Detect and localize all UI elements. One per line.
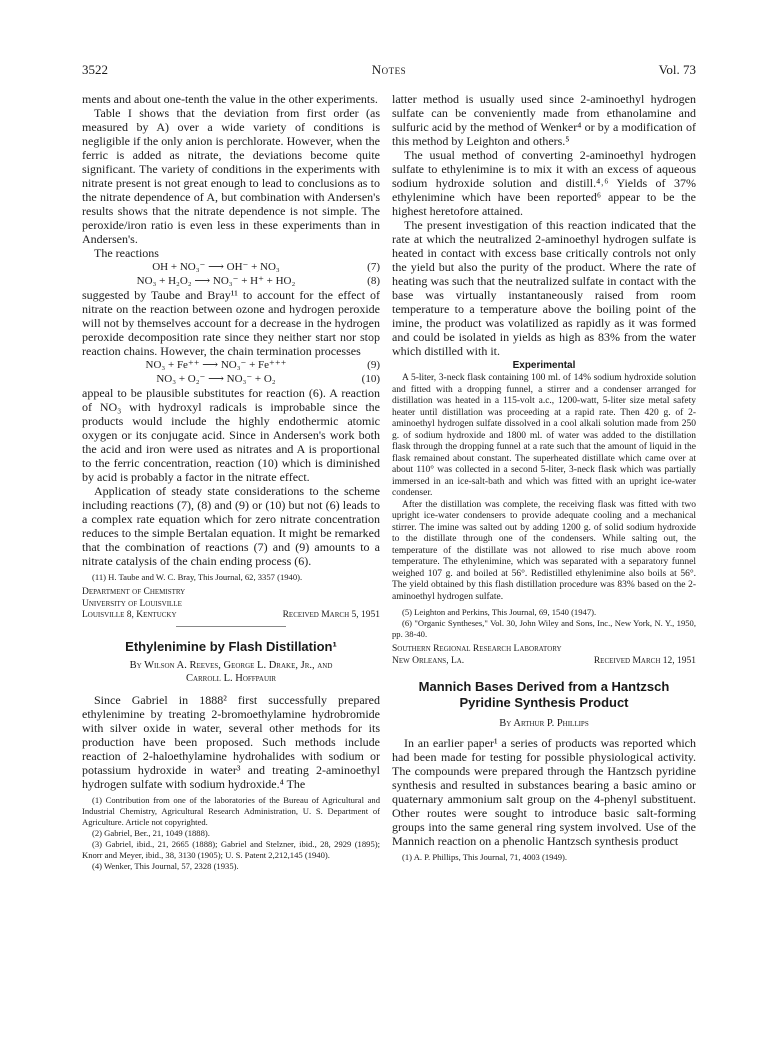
- right-column: [392, 92, 696, 863]
- experimental-text: After the distillation was complete, the receiving flask was fitted with two upright ice-water condensers to provide adequate cooling and a mechanical stirrer. The imine was salted out by adding 1200 g. of solid sodium hydroxide to the distillate through one of the condensers. While salting out, the temperature of the distillate was not allowed to rise much above room temperature. The ethylenimine, which was separated with a separatory funnel weighed 107 g. and boiled at 56°. Redistilled ethylenimine also boils at 56°. The yield obtained by this flash distillation procedure was 83% based on the 2-aminoethyl hydrogen sulfate.: [392, 499, 696, 602]
- affiliation: Department of Chemistry University of Louisville Louisville 8, Kentucky Received March 5, 1951: [82, 587, 380, 620]
- divider: [176, 626, 286, 627]
- authors: By Arthur P. Phillips: [499, 718, 589, 729]
- footnote: (6) "Organic Syntheses," Vol. 30, John Wiley and Sons, Inc., New York, N. Y., 1950, pp. 38-40.: [392, 618, 696, 639]
- running-header: [82, 62, 696, 82]
- page-number: 3522: [82, 62, 108, 77]
- footnote: (4) Wenker, This Journal, 57, 2328 (1935).: [92, 860, 239, 871]
- paragraph: The usual method of converting 2-aminoethyl hydrogen sulfate to ethylenimine is to mix it with an excess of aqueous sodium hydroxide solution and distill.⁴˒⁶ Yields of 37% ethylenimine which have been reported⁶ appear to be the highest heretofore attained.: [392, 148, 696, 218]
- paragraph: ments and about one-tenth the value in the other experiments.: [82, 92, 378, 106]
- paragraph: suggested by Taube and Bray¹¹ to account for the effect of nitrate on the reaction between ozone and hydrogen peroxide will not by themselves account for a decrease in the hydrogen peroxide decomposition rate since they neither start nor stop reaction chains. However, the chain termination processes: [82, 288, 380, 358]
- article-title: Ethylenimine by Flash Distillation¹: [125, 638, 337, 654]
- equation-10: NO₃ + O₂⁻ ⟶ NO₃⁻ + O₂ (10): [156, 373, 380, 385]
- received-date: Received March 5, 1951: [282, 610, 380, 620]
- article-title: Mannich Bases Derived from a Hantzsch Pyridine Synthesis Product: [418, 679, 670, 710]
- authors: Carroll L. Hoffpauir: [185, 672, 277, 684]
- footnote: (5) Leighton and Perkins, This Journal, 69, 1540 (1947).: [402, 607, 597, 617]
- paragraph: Since Gabriel in 1888² first successfully prepared ethylenimine by treating 2-bromoethylamine hydrobromide with silver oxide in water, several other methods for its production have been proposed. Such methods include reaction of 2-haloethylamine hydrohalides with sodium or potassium hydroxide in water³ and treating 2-aminoethyl hydrogen sulfate with sodium hydroxide.⁴ The: [82, 692, 380, 791]
- paragraph: In an earlier paper¹ a series of products was reported which had been made for testing for possible physiological activity. The compounds were prepared through the Hantzsch pyridine synthesis and resulted in substances bearing a basic amino or quaternary ammonium salt group on the 4-phenyl substituent. Other routes were sought to introduce basic salt-forming groups into the same general ring system involved. Use of the Mannich reaction on a phenolic Hantzsch synthesis product: [392, 736, 696, 848]
- paragraph: appeal to be plausible substitutes for reaction (6). A reaction of NO₃ with hydroxyl radicals is improbable since the products would include the highly endothermic atomic oxygen or its conjugate acid. Since in Andersen's work both the acid and iron were used as nitrates and A is proportional to the ferric concentration, reaction (10) which is diminished by acid is probably a factor in the nitrate effect.: [82, 386, 380, 484]
- paragraph: The present investigation of this reaction indicated that the rate at which the neutralized 2-aminoethyl hydrogen sulfate is heated in contact with excess base critically controls not only the yield but also the purity of the product. Where the rate of heating was such that the neutralized sulfate in contact with the base was virtually instantaneously raised from room temperature to a temperature above the boiling point of the imine, the product was volatilized as rapidly as it was formed and could be isolated in yields as high as 83% from the water which distilled with it.: [392, 218, 696, 358]
- experimental-text: A 5-liter, 3-neck flask containing 100 ml. of 14% sodium hydroxide solution and fitted with a dropping funnel, a stirrer and a condenser arranged for distillation was heated in a 115-volt a.c., 1200-watt, 5-liter size metal safety heater until distillation was proceeding at a rapid rate. Then 420 g. of 2-aminoethyl hydrogen sulfate dissolved in a cool alkali solution made from 250 g. of sodium hydroxide and 1800 ml. of water was added to the distillation flask through the dropping funnel at a rate such that the amount of liquid in the flask remained about constant. The superheated distillate which came over at about 110° was collected in a second 5-liter, 3-neck flask which was partially immersed in an ice-salt-bath and which was fitted with an upright ice-water condenser.: [392, 373, 696, 498]
- affiliation: Southern Regional Research Laboratory New Orleans, La. Received March 12, 1951: [392, 644, 696, 666]
- footnote: (11) H. Taube and W. C. Bray, This Journal, 62, 3357 (1940).: [92, 572, 303, 582]
- volume-number: Vol. 73: [658, 62, 696, 77]
- footnote: (2) Gabriel, Ber., 21, 1049 (1888).: [92, 827, 210, 838]
- paragraph: Application of steady state considerations to the scheme including reactions (7), (8) and (9) or (10) but not (6) leads to a complex rate equation which for zero nitrate concentration reduces to the simple Bertalan equation. It might be remarked that the combination of reactions (7) and (9) amounts to a nitrate catalysis of the chain ending process (6).: [82, 484, 380, 568]
- footnote: (1) Contribution from one of the laboratories of the Bureau of Agricultural and Industrial Chemistry, Agricultural Research Administration, U. S. Department of Agriculture. Article not copyrighted.: [82, 794, 380, 827]
- authors: By Wilson A. Reeves, George L. Drake, Jr., and: [129, 659, 333, 671]
- equation-9: NO₃ + Fe⁺⁺ ⟶ NO₃⁻ + Fe⁺⁺⁺ (9): [145, 359, 380, 371]
- section-name: Notes: [371, 62, 407, 77]
- received-date: Received March 12, 1951: [593, 655, 696, 666]
- equation-7: OH + NO₃⁻ ⟶ OH⁻ + NO₃ (7): [152, 261, 380, 273]
- paragraph: Table I shows that the deviation from first order (as measured by A) over a wide variety of conditions is negligible if the only anion is perchlorate. However, when the ferric is added as nitrate, the deviations become quite significant. The variety of conditions in the experiments with nitrate present is not great enough to lead to conclusions as to the nitrate dependence of A, but combination with Andersen's results shows that the nitrate dependence is not simple. The peroxide/iron ratio is even less in these experiments than in Andersen's.: [82, 106, 380, 246]
- paragraph: The reactions: [94, 246, 159, 260]
- footnote: (1) A. P. Phillips, This Journal, 71, 4003 (1949).: [402, 852, 568, 862]
- footnote: (3) Gabriel, ibid., 21, 2665 (1888); Gabriel and Stelzner, ibid., 28, 2929 (1895); Knorr and Meyer, ibid., 38, 3130 (1905); U. S. Patent 2,212,145 (1940).: [82, 838, 380, 860]
- equation-8: NO₃ + H₂O₂ ⟶ NO₃⁻ + H⁺ + HO₂ (8): [136, 275, 380, 287]
- paragraph: latter method is usually used since 2-aminoethyl hydrogen sulfate can be conveniently made from ethanolamine and sulfuric acid by the method of Wenker⁴ or by a modification of this method by Leighton and others.⁵: [392, 92, 696, 148]
- section-heading: Experimental: [512, 360, 576, 371]
- left-column: [82, 92, 380, 872]
